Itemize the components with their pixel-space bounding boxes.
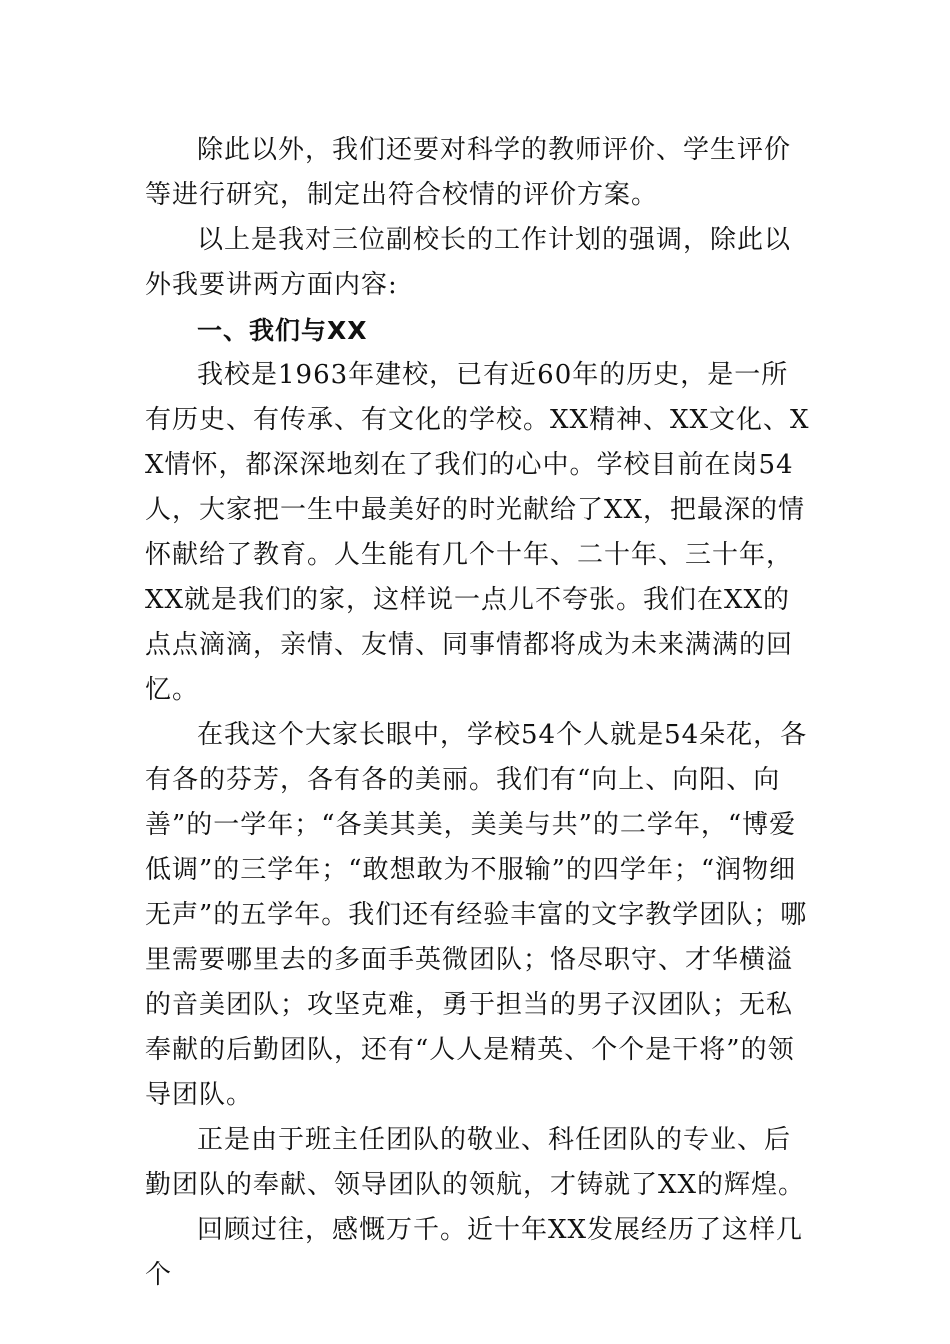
- paragraph-teams: 在我这个大家长眼中，学校54个人就是54朵花，各有各的芬芳，各有各的美丽。我们有“向上、向阳、向善”的一学年；“各美其美，美美与共”的二学年，“博爱低调”的三学年；“敢想敢为不服输”的四学年；“润物细无声”的五学年。我们还有经验丰富的文字教学团队；哪里需要哪里去的多面手英微团队；恪尽职守、才华横溢的音美团队；攻坚克难，勇于担当的男子汉团队；无私奉献的后勤团队，还有“人人是精英、个个是干将”的领导团队。: [145, 720, 808, 1110]
- section-heading-1: 一、我们与XX: [197, 316, 368, 345]
- document-body: [145, 128, 810, 1298]
- paragraph-two-aspects: 以上是我对三位副校长的工作计划的强调，除此以外我要讲两方面内容:: [145, 225, 792, 300]
- paragraph-glory: 正是由于班主任团队的敬业、科任团队的专业、后勤团队的奉献、领导团队的领航，才铸就了XX的辉煌。: [145, 1125, 806, 1200]
- paragraph-evaluation: 除此以外，我们还要对科学的教师评价、学生评价等进行研究，制定出符合校情的评价方案。: [145, 135, 792, 210]
- paragraph-school-history: 我校是1963年建校，已有近60年的历史，是一所有历史、有传承、有文化的学校。XX精神、XX文化、XX情怀，都深深地刻在了我们的心中。学校目前在岗54人，大家把一生中最美好的时光献给了XX，把最深的情怀献给了教育。人生能有几个十年、二十年、三十年，XX就是我们的家，这样说一点儿不夸张。我们在XX的点点滴滴，亲情、友情、同事情都将成为未来满满的回忆。: [145, 360, 810, 705]
- paragraph-review: 回顾过往，感慨万千。近十年XX发展经历了这样几个: [145, 1215, 804, 1290]
